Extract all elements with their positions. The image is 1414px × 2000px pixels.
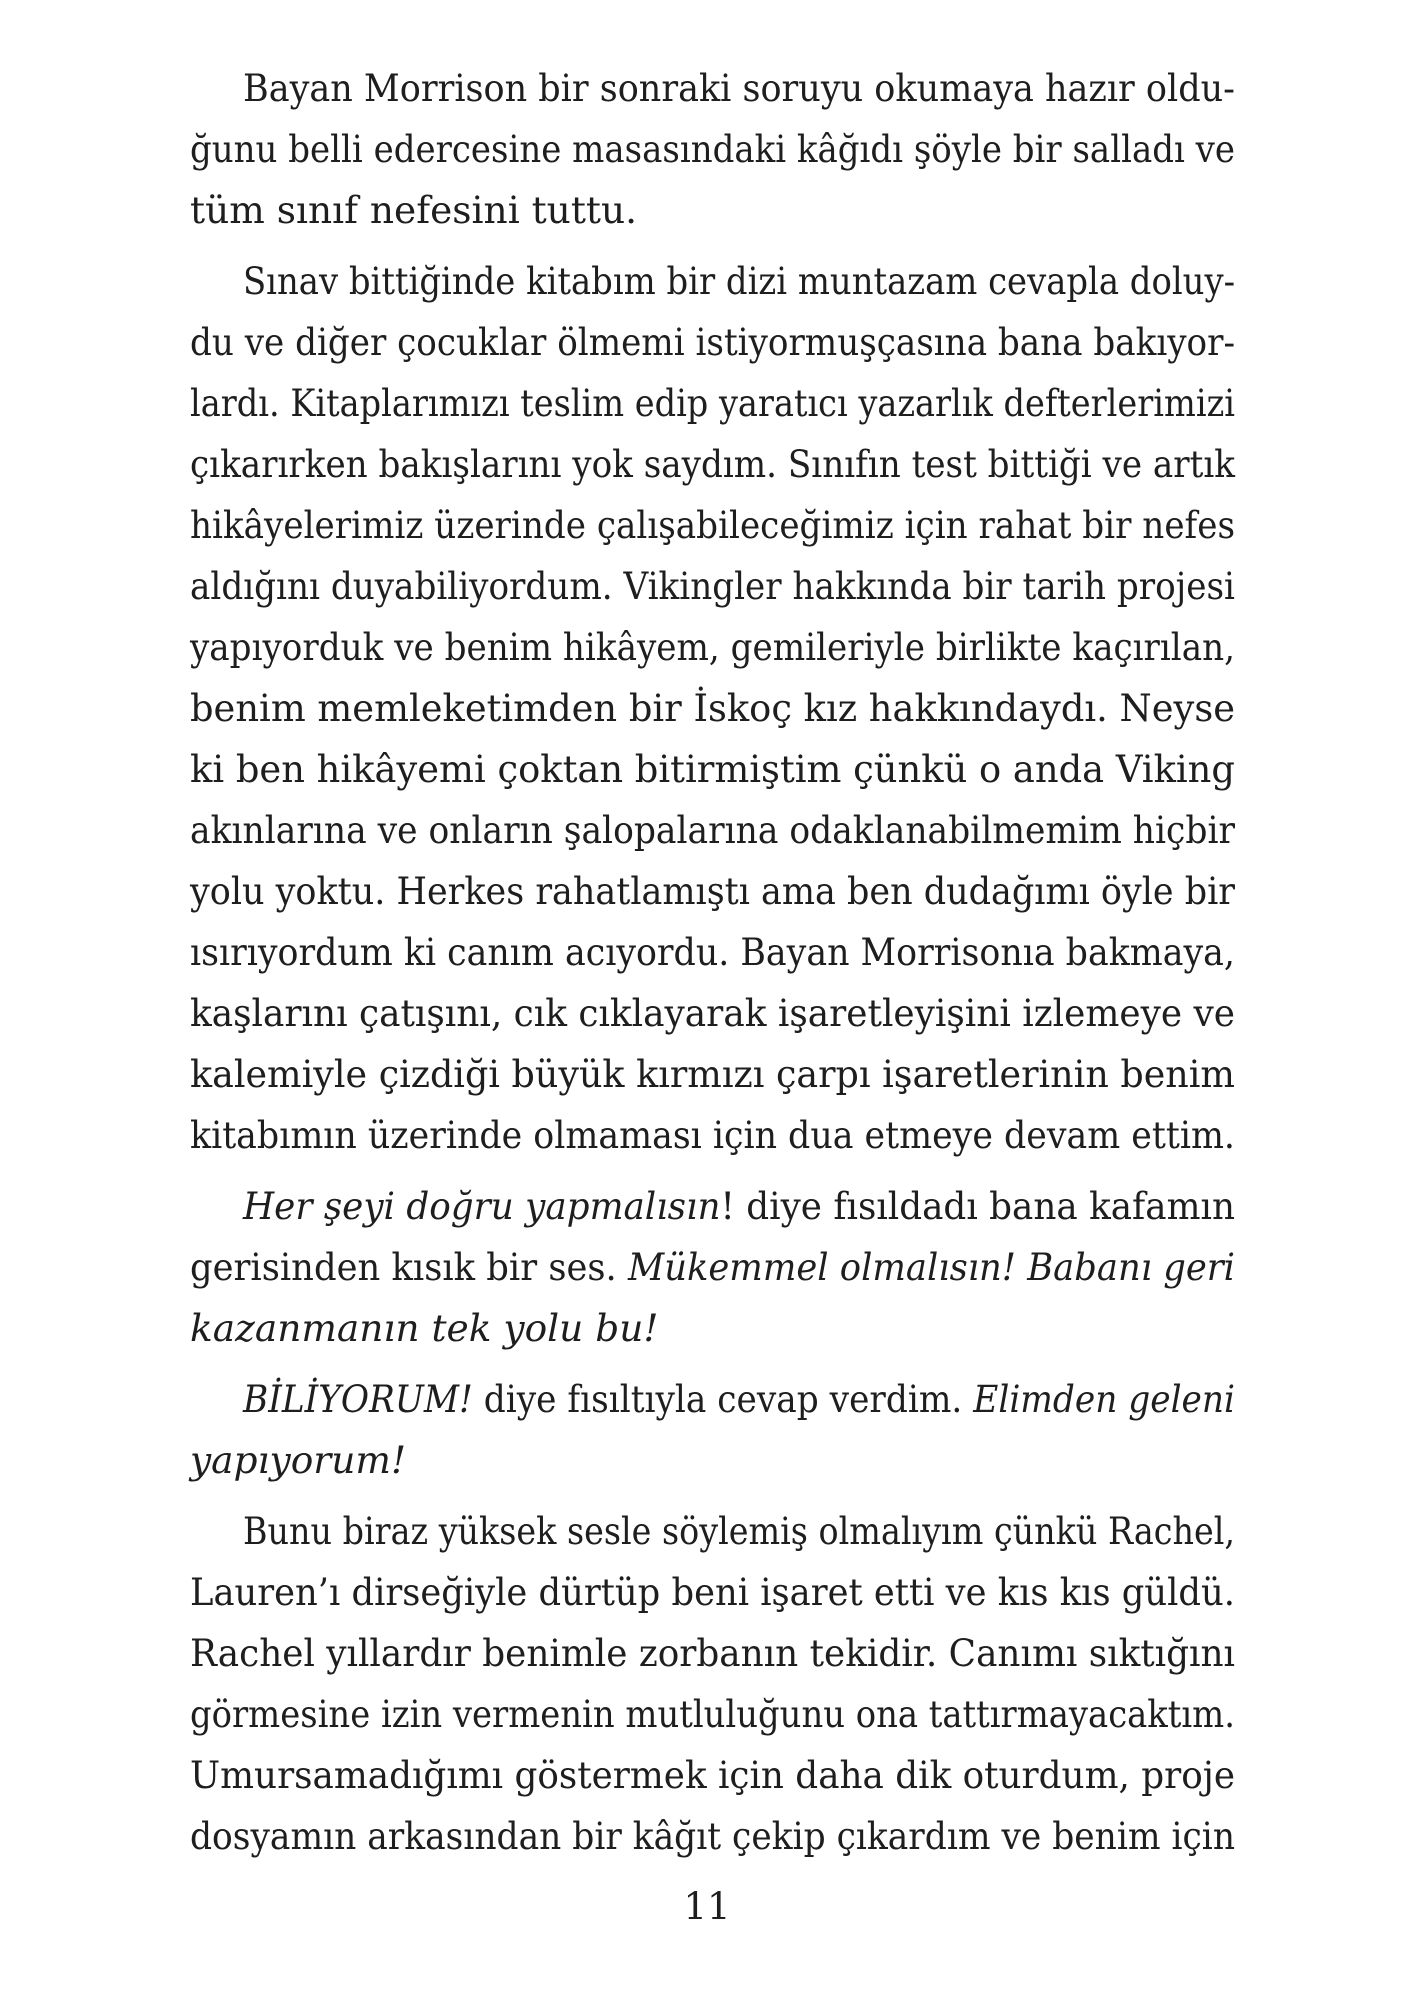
text-run: ki ben hikâyemi çoktan bitirmiştim çünkü o anda Viking	[190, 747, 1235, 791]
text-line	[190, 312, 1235, 373]
text-line	[190, 556, 1235, 617]
text-run: ! diye fısıldadı bana kafamın	[720, 1184, 1235, 1228]
text-line	[190, 1562, 1235, 1623]
text-run: tüm sınıf nefesini tuttu.	[190, 188, 638, 232]
text-line	[190, 1501, 1235, 1562]
paragraph	[190, 1369, 1235, 1491]
text-run: Rachel yıllardır benimle zorbanın tekidir. Canımı sıktığını	[190, 1631, 1235, 1675]
text-line	[190, 58, 1235, 119]
text-run: çıkarırken bakışlarını yok saydım. Sınıfın test bittiği ve artık	[190, 442, 1235, 486]
italic-text: şeyi doğru yapmalısın	[312, 1184, 721, 1228]
text-line	[190, 983, 1235, 1044]
text-line	[190, 861, 1235, 922]
paragraph	[190, 58, 1235, 241]
text-line	[190, 800, 1235, 861]
page-number: 11	[683, 1885, 731, 1928]
text-run: Bunu biraz yüksek sesle söylemiş olmalıyım çünkü Rachel,	[243, 1509, 1235, 1553]
text-run: yapıyorduk ve benim hikâyem, gemileriyle birlikte kaçırılan,	[190, 625, 1235, 669]
text-run: Sınav bittiğinde kitabım bir dizi muntazam cevapla doluy-	[243, 259, 1235, 303]
text-run: kitabımın üzerinde olmaması için dua etmeye devam ettim.	[190, 1113, 1235, 1157]
text-line	[190, 1369, 1235, 1430]
text-line	[190, 1105, 1235, 1166]
italic-text: Her	[243, 1184, 313, 1228]
text-run: Umursamadığımı göstermek için daha dik oturdum, proje	[190, 1753, 1235, 1797]
text-run: gerisinden kısık bir ses.	[190, 1245, 629, 1289]
text-run: akınlarına ve onların şalopalarına odaklanabilmemim hiçbir	[190, 808, 1235, 852]
paragraph	[190, 251, 1235, 1166]
text-line	[190, 1237, 1235, 1298]
text-line	[190, 1176, 1235, 1237]
text-run: du ve diğer çocuklar ölmemi istiyormuşçasına bana bakıyor-	[190, 320, 1235, 364]
italic-text: kazanmanın tek yolu bu!	[190, 1306, 659, 1350]
text-line	[190, 119, 1235, 180]
text-line	[190, 373, 1235, 434]
paragraph	[190, 1176, 1235, 1359]
text-run: kalemiyle çizdiği büyük kırmızı çarpı işaretlerinin benim	[190, 1052, 1235, 1096]
text-line	[190, 617, 1235, 678]
text-run: lardı. Kitaplarımızı teslim edip yaratıcı yazarlık defterlerimizi	[190, 381, 1235, 425]
text-run: dosyamın arkasından bir kâğıt çekip çıkardım ve benim için	[190, 1814, 1235, 1858]
text-run: aldığını duyabiliyordum. Vikingler hakkında bir tarih projesi	[190, 564, 1235, 608]
italic-text: Mükemmel olmalısın! Babanı geri	[628, 1245, 1235, 1289]
text-line	[190, 1044, 1235, 1105]
text-line	[190, 922, 1235, 983]
text-run: kaşlarını çatışını, cık cıklayarak işaretleyişini izlemeye ve	[190, 991, 1235, 1035]
text-line	[190, 1806, 1235, 1867]
text-line	[190, 1430, 1235, 1491]
body-text	[190, 58, 1235, 1877]
text-run: ğunu belli edercesine masasındaki kâğıdı şöyle bir salladı ve	[190, 127, 1235, 171]
text-run: görmesine izin vermenin mutluluğunu ona tattırmayacaktım.	[190, 1692, 1235, 1736]
italic-text: BİLİYORUM!	[243, 1377, 473, 1421]
text-line	[190, 180, 1235, 241]
text-line	[190, 739, 1235, 800]
text-line	[190, 678, 1235, 739]
text-line	[190, 495, 1235, 556]
italic-text: Elimden geleni	[973, 1377, 1235, 1421]
text-run: diye fısıltıyla cevap verdim.	[472, 1377, 974, 1421]
text-run: hikâyelerimiz üzerinde çalışabileceğimiz için rahat bir nefes	[190, 503, 1235, 547]
text-line	[190, 434, 1235, 495]
text-run: ısırıyordum ki canım acıyordu. Bayan Morrisonıa bakmaya,	[190, 930, 1235, 974]
text-run: yolu yoktu. Herkes rahatlamıştı ama ben dudağımı öyle bir	[190, 869, 1235, 913]
text-run: Bayan Morrison bir sonraki soruyu okumaya hazır oldu-	[243, 66, 1235, 110]
text-line	[190, 1745, 1235, 1806]
italic-text: yapıyorum!	[190, 1438, 407, 1482]
text-run: benim memleketimden bir İskoç kız hakkındaydı. Neyse	[190, 686, 1235, 730]
text-run: Lauren’ı dirseğiyle dürtüp beni işaret etti ve kıs kıs güldü.	[190, 1570, 1235, 1614]
paragraph	[190, 1501, 1235, 1867]
text-line	[190, 1623, 1235, 1684]
text-line	[190, 251, 1235, 312]
text-line	[190, 1298, 1235, 1359]
text-line	[190, 1684, 1235, 1745]
